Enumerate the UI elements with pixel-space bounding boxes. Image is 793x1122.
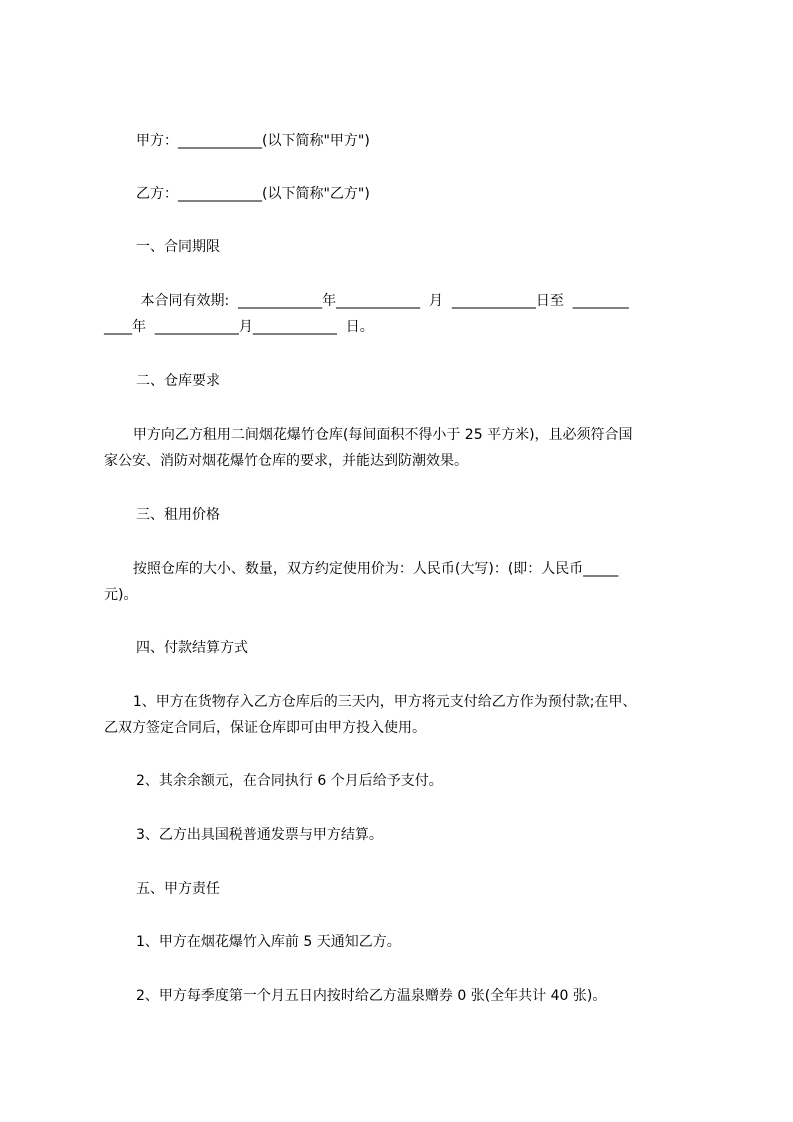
section-1-heading: 一、合同期限 — [136, 239, 220, 255]
section-4-heading: 四、付款结算方式 — [136, 640, 248, 656]
section-2-heading: 二、仓库要求 — [136, 373, 220, 389]
section-1-body-line2: ____年 ____________月____________ 日。 — [104, 319, 374, 335]
section-3-body-line2: 元)。 — [104, 587, 138, 603]
section-3-body-line1: 按照仓库的大小、数量，双方约定使用价为：人民币(大写)：(即：人民币_____ — [124, 561, 619, 577]
party-a-line: 甲方：____________(以下简称"甲方") — [136, 133, 370, 149]
section-2-body-line1: 甲方向乙方租用二间烟花爆竹仓库(每间面积不得小于 25 平方米)，且必须符合国 — [124, 427, 633, 443]
party-b-line: 乙方：____________(以下简称"乙方") — [136, 186, 370, 202]
section-5-item2: 2、甲方每季度第一个月五日内按时给乙方温泉赠券 0 张(全年共计 40 张)。 — [136, 988, 607, 1004]
section-4-item1-line1: 1、甲方在货物存入乙方仓库后的三天内，甲方将元支付给乙方作为预付款;在甲、 — [124, 694, 637, 710]
section-4-item2: 2、其余余额元，在合同执行 6 个月后给予支付。 — [136, 773, 443, 789]
section-4-item3: 3、乙方出具国税普通发票与甲方结算。 — [136, 827, 383, 843]
section-4-item1-line2: 乙双方签定合同后，保证仓库即可由甲方投入使用。 — [104, 720, 426, 736]
section-5-item1: 1、甲方在烟花爆竹入库前 5 天通知乙方。 — [136, 934, 401, 950]
section-3-heading: 三、租用价格 — [136, 507, 220, 523]
section-5-heading: 五、甲方责任 — [136, 881, 220, 897]
section-1-body-line1: 本合同有效期: ____________年____________ 月 ____________日至 ________ — [136, 293, 629, 309]
section-2-body-line2: 家公安、消防对烟花爆竹仓库的要求，并能达到防潮效果。 — [104, 453, 468, 469]
